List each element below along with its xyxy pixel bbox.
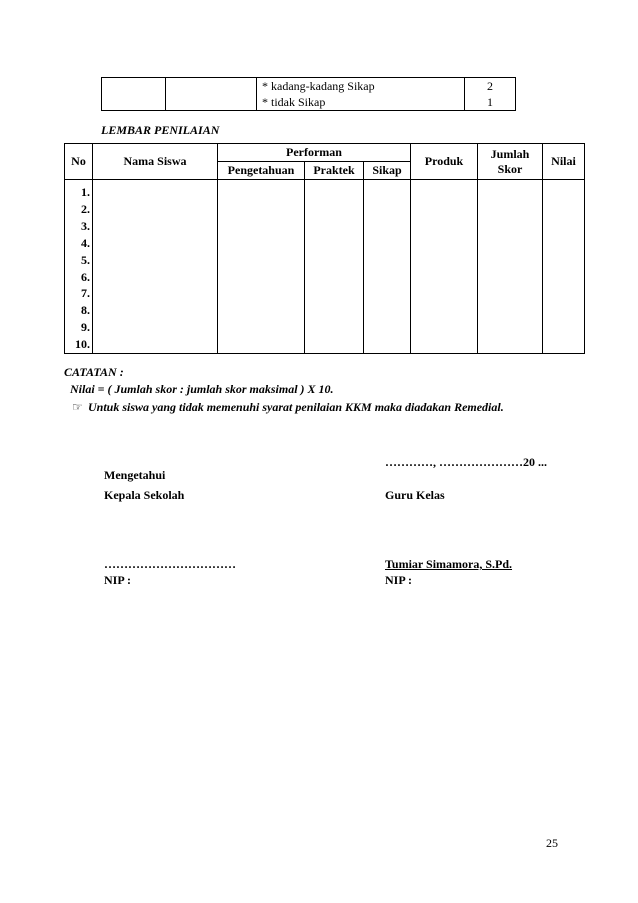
criteria-score: 2 — [487, 79, 493, 93]
principal-nip: NIP : — [104, 573, 131, 587]
header-pengetahuan: Pengetahuan — [218, 162, 305, 180]
section-title: LEMBAR PENILAIAN — [101, 123, 220, 137]
teacher-name: Tumiar Simamora, S.Pd. — [385, 557, 513, 571]
row-number: 4. — [81, 235, 90, 250]
produk-cell — [411, 180, 478, 354]
criteria-table-row — [102, 78, 516, 111]
pengetahuan-cell — [218, 180, 305, 354]
header-praktek: Praktek — [305, 162, 364, 180]
assessment-body-row — [65, 180, 585, 354]
hand-pointing-icon: ☞ — [72, 400, 83, 414]
row-number: 10. — [75, 337, 90, 352]
row-number: 8. — [81, 303, 90, 318]
sikap-cell — [364, 180, 411, 354]
row-number: 6. — [81, 269, 90, 284]
teacher-nip: NIP : — [385, 573, 412, 587]
criteria-cell-empty — [166, 78, 257, 111]
principal-signature-line: …………………………… — [104, 557, 236, 571]
row-number-list — [65, 180, 92, 353]
score-formula: Nilai = ( Jumlah skor : jumlah skor maksimal ) X 10. — [70, 382, 334, 396]
criteria-table — [101, 77, 516, 111]
row-number: 2. — [81, 201, 90, 216]
nama-siswa-cell — [93, 180, 218, 354]
header-produk: Produk — [411, 144, 478, 180]
criteria-item: * tidak Sikap — [262, 95, 326, 109]
knowing-label: Mengetahui — [104, 468, 166, 482]
principal-title: Kepala Sekolah — [104, 488, 185, 502]
page-number: 25 — [546, 836, 558, 850]
row-number: 9. — [81, 320, 90, 335]
header-performan: Performan — [218, 144, 411, 162]
remedial-text: Untuk siswa yang tidak memenuhi syarat penilaian KKM maka diadakan Remedial. — [88, 400, 504, 414]
header-nilai: Nilai — [543, 144, 585, 180]
notes-label: CATATAN : — [64, 365, 124, 379]
header-no: No — [65, 144, 93, 180]
date-line: …………, …………………20 ... — [385, 455, 547, 469]
header-nama-siswa: Nama Siswa — [93, 144, 218, 180]
header-sikap: Sikap — [364, 162, 411, 180]
row-number: 1. — [81, 185, 90, 199]
criteria-item: * kadang-kadang Sikap — [262, 79, 375, 93]
praktek-cell — [305, 180, 364, 354]
header-jumlah-skor: Jumlah Skor — [478, 144, 543, 180]
criteria-score-cell — [465, 78, 516, 111]
nilai-cell — [543, 180, 585, 354]
teacher-title: Guru Kelas — [385, 488, 445, 502]
assessment-table — [64, 143, 585, 354]
remedial-note — [72, 400, 504, 415]
row-number: 7. — [81, 286, 90, 301]
jumlah-skor-cell — [478, 180, 543, 354]
row-number: 5. — [81, 252, 90, 267]
row-number: 3. — [81, 218, 90, 233]
row-number-cell — [65, 180, 93, 354]
criteria-score: 1 — [487, 95, 493, 109]
criteria-cell-empty — [102, 78, 166, 111]
criteria-description-cell — [257, 78, 465, 111]
assessment-header-row — [65, 144, 585, 162]
